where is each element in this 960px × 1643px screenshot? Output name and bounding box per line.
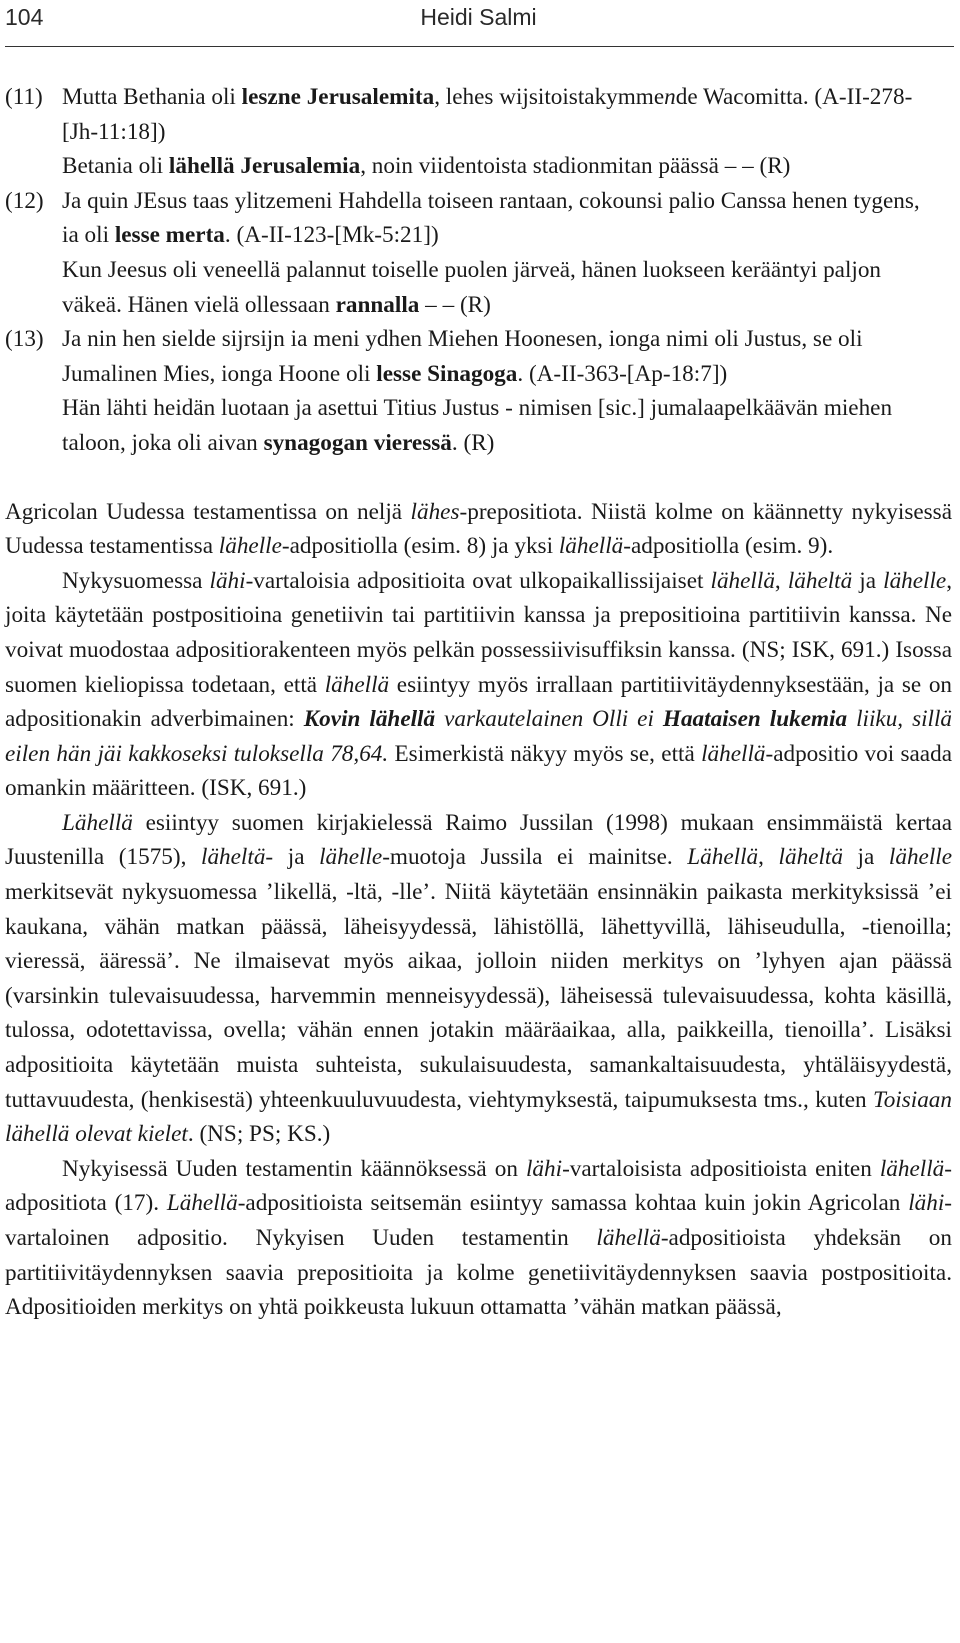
example-number: (11) (5, 84, 43, 110)
body-paragraph: Nykyisessä Uuden testamentin käännöksessä on lähi-vartaloisista adpositioista eniten lähellä-adpositiota (17). Lähellä-adpositioista seitsemän esiintyy samassa kohtaa kuin jokin Agricolan lähi-vartaloinen adpositio. Nykyisen Uuden testamentin lähellä-adpositioista yhdeksän on partitiivitäydennyksen saavia prepositioita ja kolme genetiivitäydennyksen saavia postpositioita. Adpositioiden merkitys on yhtä poikkeusta lukuun ottamatta ’vähän matkan päässä, (5, 1155, 952, 1321)
example-old-text: Ja nin hen sielde sijrsijn ia meni ydhen Miehen Hoonesen, ionga nimi oli Justus, se oli Jumalinen Mies, ionga Hoone oli lesse Sinagoga. (A-II-363-[Ap-18:7]) (62, 326, 863, 387)
example-item (0, 184, 960, 322)
emphasized-text: lesse Sinagoga (376, 360, 518, 387)
emphasized-text: Toisiaan lähellä olevat kielet (5, 1086, 952, 1148)
example-item (0, 322, 960, 460)
emphasized-text: lähelle (883, 567, 947, 594)
emphasized-text: lähellä (596, 1225, 661, 1251)
example-old-text: Mutta Bethania oli leszne Jerusalemita, lehes wijsitoistakymmende Wacomitta. (A-II-278-[Jh-11:18]) (62, 84, 913, 145)
emphasized-text: lähellä (710, 567, 775, 594)
example-modern-text: Betania oli lähellä Jerusalemia, noin viidentoista stadionmitan päässä – – (R) (62, 153, 791, 180)
emphasized-text: lähi (525, 1155, 563, 1182)
example-text (62, 322, 960, 460)
emphasized-text: Kovin lähellä (303, 706, 436, 733)
example-item (0, 80, 960, 184)
emphasized-text: lähi (209, 567, 246, 594)
emphasized-text: synagogan vieressä (263, 429, 452, 456)
page-body (0, 80, 960, 1325)
example-text (62, 80, 960, 184)
emphasized-text: lähellä (701, 740, 766, 767)
emphasized-text: läheltä (778, 844, 843, 871)
emphasized-text: lähes (410, 498, 460, 525)
emphasized-text: lähellä (879, 1155, 945, 1182)
body-paragraph: Nykysuomessa lähi-vartaloisia adpositioita ovat ulkopaikallissijaiset lähellä, läheltä ja lähelle, joita käytetään postpositioina genetiivin tai partitiivin kanssa ja prepositioina partitiivin kanssa. Ne voivat muodostaa adpositiorakenteen myös pelkän possessiivisuffiksin kanssa. (NS; ISK, 691.) Isossa suomen kieliopissa todetaan, että lähellä esiintyy myös irrallaan partitiivitäydennyksestään, ja se on adpositionakin adverbimainen: Kovin lähellä varkautelainen Olli ei Haataisen lukemia liiku, sillä eilen hän jäi kakkoseksi tuloksella 78,64. Esimerkistä näkyy myös se, että lähellä-adpositio voi saada omankin määritteen. (ISK, 691.) (5, 567, 953, 802)
header-rule (5, 46, 954, 47)
body-paragraph: Agricolan Uudessa testamentissa on neljä lähes-prepositiota. Niistä kolme on käännetty nykyisessä Uudessa testamentissa lähelle-adpositiolla (esim. 8) ja yksi lähellä-adpositiolla (esim. 9). (5, 498, 952, 560)
running-author: Heidi Salmi (420, 4, 537, 30)
emphasized-text: rannalla (335, 291, 420, 318)
emphasized-text: läheltä (787, 567, 853, 594)
example-number: (12) (5, 187, 44, 214)
example-list (0, 80, 960, 461)
emphasized-text: lesse merta (114, 222, 225, 249)
emphasized-text: Lähellä (687, 844, 759, 871)
example-modern-text: Kun Jeesus oli veneellä palannut toiselle puolen järveä, hänen luokseen kerääntyi paljon väkeä. Hänen vielä ollessaan rannalla – – (R) (62, 256, 882, 318)
emphasized-text: lähellä Jerusalemia (168, 153, 361, 180)
emphasized-text: Haataisen lukemia (662, 706, 848, 733)
example-old-text: Ja quin JEsus taas ylitzemeni Hahdella toiseen rantaan, cokounsi palio Canssa henen tygens, ia oli lesse merta. (A-II-123-[Mk-5:21]) (62, 187, 920, 249)
emphasized-text: lähi (908, 1190, 945, 1217)
emphasized-text: lähellä (324, 671, 390, 698)
running-header (5, 2, 952, 42)
spacer (0, 461, 960, 495)
emphasized-text: lähellä (558, 533, 624, 560)
emphasized-text: lähelle (218, 533, 282, 560)
emphasized-text: n (664, 84, 676, 110)
body-paragraph: Lähellä esiintyy suomen kirjakielessä Raimo Jussilan (1998) mukaan ensimmäistä kertaa Juustenilla (1575), läheltä- ja lähelle-muotoja Jussila ei mainitse. Lähellä, läheltä ja lähelle merkitsevät nykysuomessa ’likellä, -ltä, -lle’. Niitä käytetään ensinnäkin paikasta merkityksissä ’ei kaukana, vähän matkan päässä, läheisyydessä, lähistöllä, lähettyvillä, lähiseudulla, -tienoilla; vieressä, ääressä’. Ne ilmaisevat myös aikaa, jolloin niiden merkitys on ’lyhyen ajan päässä (varsinkin tulevaisuudessa, harvemmin menneisyydessä), läheisessä tulevaisuudessa, kohta käsillä, tulossa, odotettavissa, ovella; vähän ennen jotakin määräaikaa, alla, paikkeilla, tienoilla’. Lisäksi adpositioita käytetään muista suhteista, sukulaisuudesta, samankaltaisuudesta, yhtäläisyydestä, tuttavuudesta, (henkisestä) yhteenkuuluvuudesta, viehtymyksestä, taipumuksesta tms., kuten Toisiaan lähellä olevat kielet. (NS; PS; KS.) (5, 809, 953, 1148)
example-number: (13) (5, 326, 44, 353)
emphasized-text: liiku, sillä eilen hän jäi kakkoseksi tuloksella 78,64. (5, 706, 953, 767)
emphasized-text: lähelle (319, 844, 383, 871)
example-modern-text: Hän lähti heidän luotaan ja asettui Titius Justus - nimisen [sic.] jumalaapelkäävän miehen taloon, joka oli aivan synagogan vieressä. (R) (62, 395, 893, 456)
emphasized-text: Lähellä (166, 1190, 238, 1217)
emphasized-text: varkautelainen Olli ei (444, 706, 654, 733)
page-number: 104 (5, 4, 44, 30)
emphasized-text: Lähellä (62, 809, 133, 836)
emphasized-text: läheltä (201, 844, 266, 871)
emphasized-text: lähelle (888, 844, 953, 871)
example-text (62, 184, 960, 322)
emphasized-text: leszne Jerusalemita (241, 84, 435, 110)
